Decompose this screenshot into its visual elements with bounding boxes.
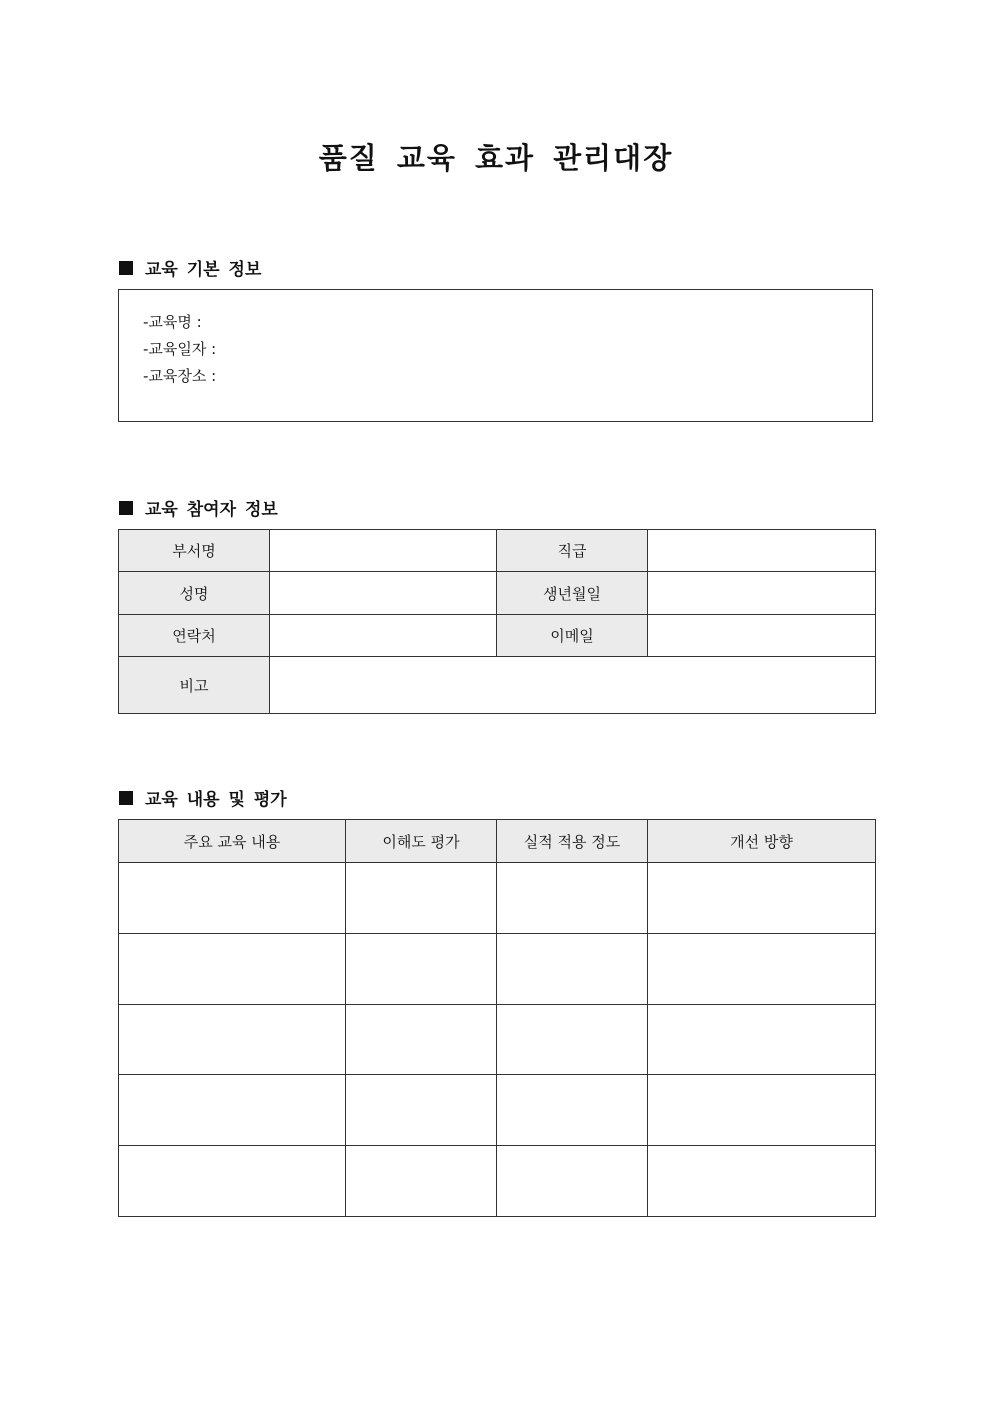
participants-table xyxy=(118,529,876,714)
col-header-application: 실적 적용 정도 xyxy=(497,820,648,863)
content-cell[interactable] xyxy=(119,863,346,934)
course-date-line: -교육일자 : xyxy=(143,340,217,358)
application-cell[interactable] xyxy=(497,1146,648,1217)
improvement-cell[interactable] xyxy=(648,1146,876,1217)
understanding-cell[interactable] xyxy=(346,934,497,1005)
understanding-cell[interactable] xyxy=(346,1146,497,1217)
section-participants-heading xyxy=(119,495,278,520)
label-email: 이메일 xyxy=(497,615,648,657)
col-header-improvement: 개선 방향 xyxy=(648,820,876,863)
content-cell[interactable] xyxy=(119,1005,346,1075)
table-row xyxy=(119,1005,876,1075)
table-row xyxy=(119,1075,876,1146)
section-participants-title: 교육 참여자 정보 xyxy=(145,500,278,520)
understanding-cell[interactable] xyxy=(346,1075,497,1146)
label-note: 비고 xyxy=(119,657,270,714)
understanding-cell[interactable] xyxy=(346,863,497,934)
table-row xyxy=(119,1146,876,1217)
label-birth: 생년월일 xyxy=(497,572,648,615)
evaluation-table xyxy=(118,819,876,1217)
page-title: 품질 교육 효과 관리대장 xyxy=(318,141,674,175)
application-cell[interactable] xyxy=(497,1005,648,1075)
content-cell[interactable] xyxy=(119,1146,346,1217)
section-basic-heading xyxy=(119,255,261,280)
col-header-content: 주요 교육 내용 xyxy=(119,820,346,863)
rank-value-cell[interactable] xyxy=(648,530,876,572)
note-value-cell[interactable] xyxy=(270,657,876,714)
table-row xyxy=(119,934,876,1005)
section-evaluation-title: 교육 내용 및 평가 xyxy=(145,790,287,810)
dept-value-cell[interactable] xyxy=(270,530,497,572)
improvement-cell[interactable] xyxy=(648,934,876,1005)
label-name: 성명 xyxy=(119,572,270,615)
course-name-line: -교육명 : xyxy=(143,313,202,331)
table-row xyxy=(119,863,876,934)
basic-info-box xyxy=(118,289,873,422)
improvement-cell[interactable] xyxy=(648,863,876,934)
content-cell[interactable] xyxy=(119,1075,346,1146)
application-cell[interactable] xyxy=(497,863,648,934)
section-basic-title: 교육 기본 정보 xyxy=(145,260,262,280)
application-cell[interactable] xyxy=(497,934,648,1005)
content-cell[interactable] xyxy=(119,934,346,1005)
application-cell[interactable] xyxy=(497,1075,648,1146)
label-dept: 부서명 xyxy=(119,530,270,572)
square-bullet-icon xyxy=(119,501,133,515)
section-evaluation-heading xyxy=(119,785,287,810)
improvement-cell[interactable] xyxy=(648,1005,876,1075)
improvement-cell[interactable] xyxy=(648,1075,876,1146)
square-bullet-icon xyxy=(119,791,133,805)
label-contact: 연락처 xyxy=(119,615,270,657)
label-rank: 직급 xyxy=(497,530,648,572)
birth-value-cell[interactable] xyxy=(648,572,876,615)
email-value-cell[interactable] xyxy=(648,615,876,657)
col-header-understanding: 이해도 평가 xyxy=(346,820,497,863)
contact-value-cell[interactable] xyxy=(270,615,497,657)
name-value-cell[interactable] xyxy=(270,572,497,615)
square-bullet-icon xyxy=(119,261,133,275)
course-place-line: -교육장소 : xyxy=(143,367,217,385)
understanding-cell[interactable] xyxy=(346,1005,497,1075)
